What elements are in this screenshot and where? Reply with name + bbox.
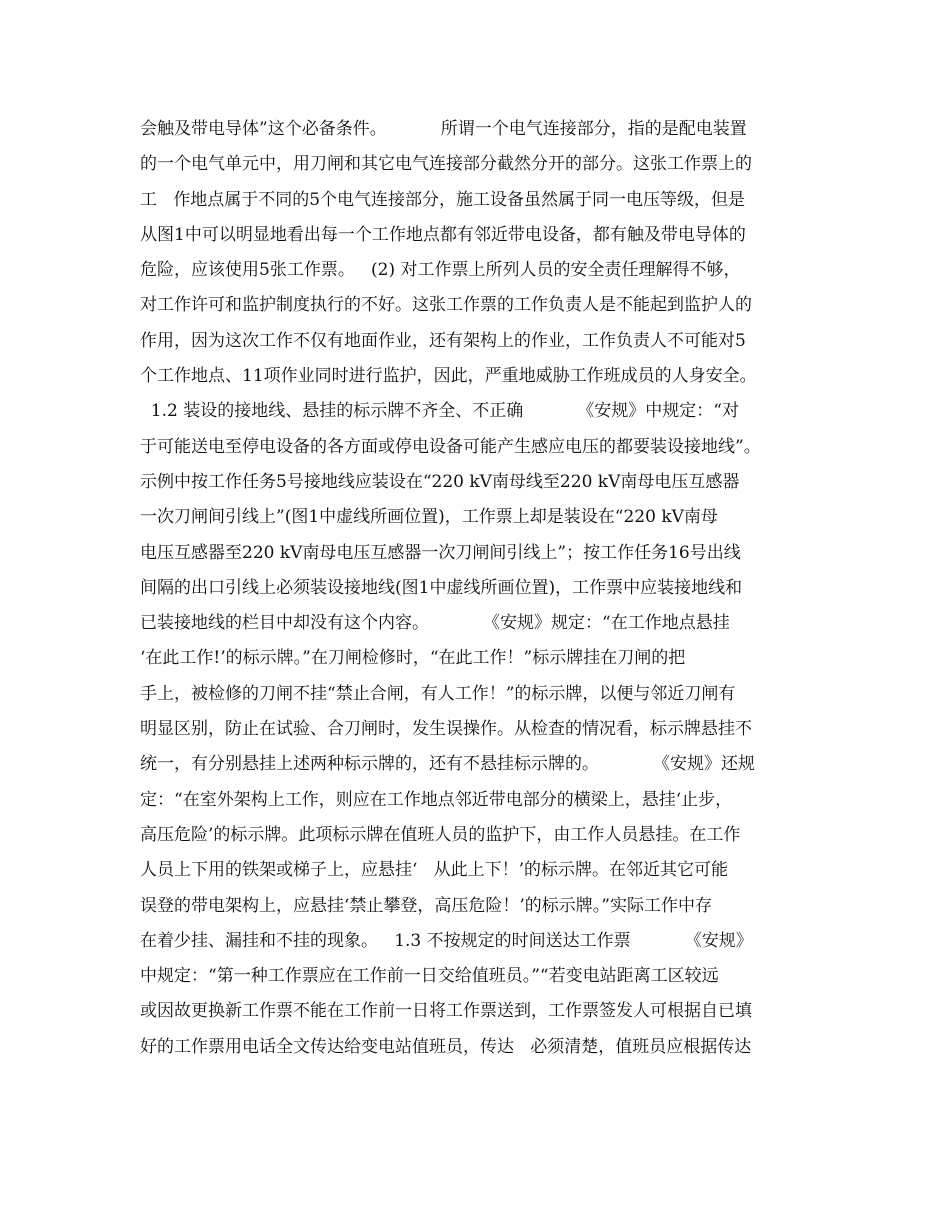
text-line: 于可能送电至停电设备的各方面或停电设备可能产生感应电压的都要装设接地线”。: [140, 436, 761, 457]
text-line: 误登的带电架构上，应悬挂‘禁止攀登，高压危险！’的标示牌。”实际工作中存: [140, 895, 712, 916]
text-line: 个工作地点、11项作业同时进行监护，因此，严重地威胁工作班成员的人身安全。: [140, 366, 757, 387]
text-line: 好的工作票用电话全文传达给变电站值班员，传达 必须清楚，值班员应根据传达: [140, 1036, 752, 1057]
text-line: 中规定：“第一种工作票应在工作前一日交给值班员。”“若变电站距离工区较远: [140, 966, 719, 987]
text-line: 电压互感器至220 kV南母电压互感器一次刀闸间引线上”；按工作任务16号出线: [140, 542, 741, 563]
text-line: 定：“在室外架构上工作，则应在工作地点邻近带电部分的横梁上，悬挂‘止步，: [140, 789, 733, 810]
text-line: 从图1中可以明显地看出每一个工作地点都有邻近带电设备，都有触及带电导体的: [140, 224, 746, 245]
text-line: 手上，被检修的刀闸不挂“禁止合闸，有人工作！”的标示牌，以便与邻近刀闸有: [140, 683, 736, 704]
text-line: 人员上下用的铁架或梯子上，应悬挂‘ 从此上下！’的标示牌。在邻近其它可能: [140, 860, 729, 881]
text-line: 已装接地线的栏目中却没有这个内容。 《安规》规定：“在工作地点悬挂: [140, 613, 730, 634]
text-line: 或因故更换新工作票不能在工作前一日将工作票送到，工作票签发人可根据自已填: [140, 1001, 752, 1022]
text-line: 示例中按工作任务5号接地线应装设在“220 kV南母线至220 kV南母电压互感器: [140, 471, 740, 492]
text-line: ‘在此工作!’的标示牌。”在刀闸检修时，“在此工作！”标示牌挂在刀闸的把: [140, 648, 686, 669]
text-line: 对工作许可和监护制度执行的不好。这张工作票的工作负责人是不能起到监护人的: [140, 295, 752, 316]
text-line: 高压危险’的标示牌。此项标示牌在值班人员的监护下，由工作人员悬挂。在工作: [140, 824, 741, 845]
text-line: 一次刀闸间引线上”(图1中虚线所画位置)，工作票上却是装设在“220 kV南母: [140, 507, 718, 528]
section-heading-line: 在着少挂、漏挂和不挂的现象。 1.3 不按规定的时间送达工作票 《安规》: [140, 930, 753, 951]
text-line: 明显区别，防止在试验、合刀闸时，发生误操作。从检查的情况看，标示牌悬挂不: [140, 719, 752, 740]
text-line: 会触及带电导体”这个必备条件。 所谓一个电气连接部分，指的是配电装置: [140, 119, 747, 139]
body-text: [140, 112, 830, 1065]
text-line: 统一，有分别悬挂上述两种标示牌的，还有不悬挂标示牌的。 《安规》还规: [140, 754, 756, 775]
text-line: 间隔的出口引线上必须装设接地线(图1中虚线所画位置)，工作票中应装接地线和: [140, 577, 743, 598]
text-line: 工 作地点属于不同的5个电气连接部分，施工设备虽然属于同一电压等级，但是: [140, 189, 746, 210]
text-line: 作用，因为这次工作不仅有地面作业，还有架构上的作业，工作负责人不可能对5: [140, 330, 746, 351]
text-line: 的一个电气单元中，用刀闸和其它电气连接部分截然分开的部分。这张工作票上的: [140, 154, 752, 175]
text-line: 危险，应该使用5张工作票。 (2) 对工作票上所列人员的安全责任理解得不够，: [140, 260, 741, 281]
section-heading-line: 1.2 装设的接地线、悬挂的标示牌不齐全、不正确 《安规》中规定：“对: [140, 401, 739, 422]
